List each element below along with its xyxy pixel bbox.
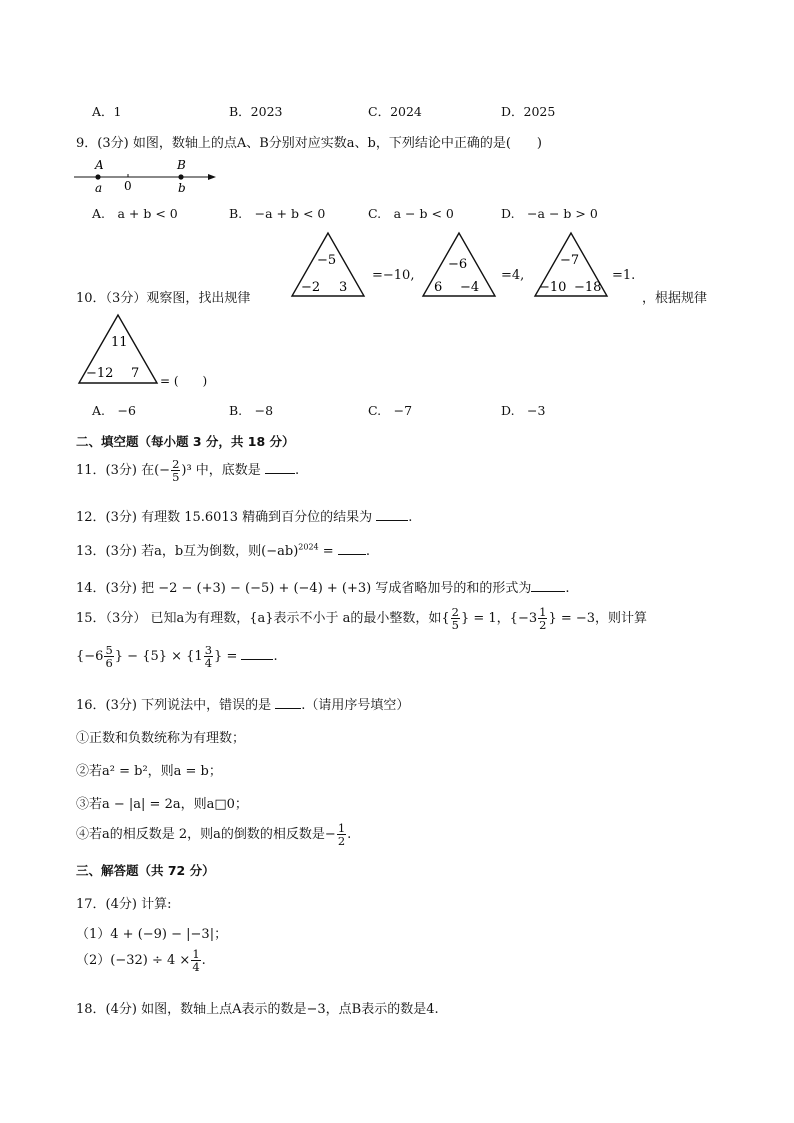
q9-option-d: D. −a − b > 0 (501, 206, 598, 221)
q16-item-1: ①正数和负数统称为有理数； (76, 731, 246, 746)
q13: 13．(3分) 若a，b互为倒数，则$(-ab)^{2024}$ = . (76, 542, 370, 559)
svg-text:−10: −10 (539, 280, 567, 295)
point-a-dot (95, 174, 100, 179)
q14-answer-blank[interactable] (531, 591, 565, 592)
svg-text:−2: −2 (301, 280, 321, 295)
q16-item-2: ②若a² = b²，则a = b； (76, 764, 222, 779)
q10-triangle-3 (532, 230, 610, 298)
q17-part-2-fraction: $\frac{1}{4}$ (192, 947, 200, 975)
q15-answer-blank[interactable] (241, 659, 273, 660)
q10-triangle-2 (420, 230, 498, 298)
q9-option-c: C. a − b < 0 (368, 206, 454, 221)
q15-line-2: {−6 $\frac{5}{6}$ } − {5} × {1 $\frac{3}{4}$ } = . (76, 643, 278, 671)
q8-option-a: A．1 (92, 104, 122, 119)
q9-stem: 9．(3分) 如图，数轴上的点A、B分别对应实数a、b，下列结论中正确的是( ) (76, 136, 542, 151)
q17-stem: 17．(4分) 计算: (76, 897, 172, 912)
q10-option-d: D. −3 (501, 403, 546, 418)
svg-text:3: 3 (339, 280, 348, 295)
q17-part-1: （1）4 + (−9) − |−3|； (76, 927, 228, 942)
q16-stem: 16．(3分) 下列说法中，错误的是 .（请用序号填空） (76, 698, 410, 713)
q9-number-line (70, 155, 230, 195)
q17-part-2: （2）(−32) ÷ 4 × $\frac{1}{4}$ . (76, 947, 206, 975)
section-3-heading: 三、解答题（共 72 分） (76, 863, 215, 878)
label-A: A (95, 158, 104, 172)
q16-item-3: ③若a − |a| = 2a，则a□0； (76, 797, 248, 812)
point-b-dot (178, 174, 183, 179)
label-a: a (95, 181, 103, 195)
q10-result-2: =4, (501, 268, 525, 283)
q16-item-4: ④若a的相反数是 2，则a的倒数的相反数是− $\frac{1}{2}$ . (76, 821, 352, 849)
q8-option-d: D．2025 (501, 104, 556, 119)
q14: 14．(3分) 把 −2 − (+3) − (−5) + (−4) + (+3) 写成省略加号的和的形式为 . (76, 581, 570, 596)
q16-item-4-fraction: $\frac{1}{2}$ (337, 821, 346, 849)
q15-fraction-1: $\frac{5}{6}$ (105, 643, 113, 671)
q8-option-b: B．2023 (229, 104, 283, 119)
q13-answer-blank[interactable] (338, 554, 366, 555)
arrow-head-icon (208, 174, 216, 180)
q12: 12．(3分) 有理数 15.6013 精确到百分位的结果为 . (76, 510, 413, 525)
section-2-heading: 二、填空题（每小题 3 分，共 18 分） (76, 434, 295, 449)
q10-prefix: 10．（3分）观察图，找出规律 (76, 291, 251, 306)
q9-option-b: B. −a + b < 0 (229, 206, 326, 221)
q10-answer-tail: = ( ) (160, 374, 208, 388)
svg-text:−18: −18 (574, 280, 602, 295)
q10-triangle-4 (76, 312, 160, 386)
q15-line-1: 15．（3分） 已知a为有理数，{a}表示不小于 a的最小整数，如{ $\frac{2}{5}$ } = 1，{−3 $\frac{1}{2}$ } = −3，则计算 (76, 605, 648, 633)
q10-result-1: =−10, (372, 268, 415, 283)
q10-triangle-1 (289, 230, 367, 298)
label-b: b (178, 181, 186, 195)
q10-suffix: ，根据规律 (642, 291, 708, 306)
svg-text:−4: −4 (460, 280, 480, 295)
q10-option-b: B. −8 (229, 403, 274, 418)
q11-answer-blank[interactable] (265, 473, 295, 474)
q18-stem: 18．(4分) 如图，数轴上点A表示的数是−3，点B表示的数是4. (76, 1002, 439, 1017)
svg-text:−12: −12 (86, 366, 114, 381)
q12-answer-blank[interactable] (376, 520, 408, 521)
label-B: B (177, 158, 186, 172)
q8-option-c: C．2024 (368, 104, 422, 119)
svg-text:−5: −5 (317, 253, 337, 268)
q10-option-a: A. −6 (92, 403, 136, 418)
q15-fraction-2: $\frac{3}{4}$ (204, 643, 213, 671)
q11: 11．(3分) 在(− $\frac{2}{5}$ )³ 中，底数是 . (76, 457, 300, 485)
svg-text:6: 6 (434, 280, 443, 295)
q10-result-3: =1. (612, 268, 636, 283)
svg-text:−7: −7 (560, 253, 580, 268)
q9-option-a: A. a + b < 0 (92, 206, 178, 221)
svg-text:11: 11 (111, 335, 128, 350)
q16-answer-blank[interactable] (275, 708, 301, 709)
q15-fraction-ex1: $\frac{2}{5}$ (451, 605, 459, 633)
q15-fraction-ex2: $\frac{1}{2}$ (539, 605, 547, 633)
svg-text:−6: −6 (448, 257, 468, 272)
label-zero: 0 (124, 179, 132, 193)
svg-text:7: 7 (131, 366, 140, 381)
q11-fraction: $\frac{2}{5}$ (172, 457, 180, 485)
q10-option-c: C. −7 (368, 403, 413, 418)
